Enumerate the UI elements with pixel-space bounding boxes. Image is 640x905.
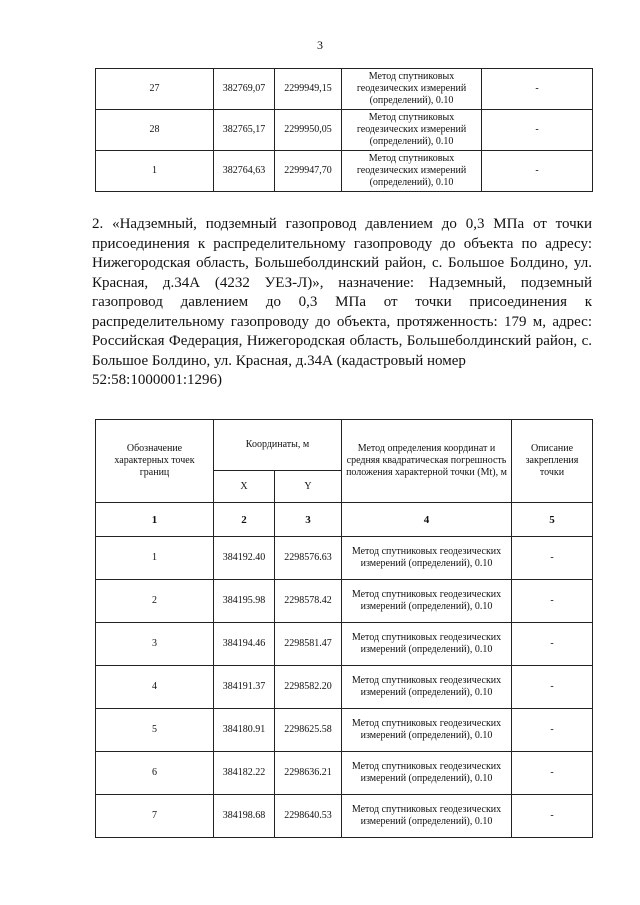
x-cell: 384195.98 xyxy=(214,580,275,623)
paragraph-main-text: 2. «Надземный, подземный газопровод давлением до 0,3 МПа от точки присоединения к распределительному газопроводу до объекта по адресу: Нижегородская область, Большеболдинский район, с. Большое Болдино, ул. Красная, д.34А (4232 УЕЗ-Л)», назначение: Надземный, подземный газопровод давлением до 0,3 МПа от точки присоединения к распределительному газопроводу до объекта, протяженность: 179 м, адрес: Российская Федерация, Нижегородская область, Большеболдинский район, с. Большое Болдино, ул. Красная, д.34А (кадастровый номер xyxy=(92,216,592,369)
column-number: 1 xyxy=(96,503,214,537)
page-number: 3 xyxy=(317,38,323,52)
header-y: Y xyxy=(275,471,342,503)
point-cell: 28 xyxy=(96,110,214,151)
point-cell: 5 xyxy=(96,709,214,752)
point-cell: 27 xyxy=(96,69,214,110)
method-cell: Метод спутниковых геодезических измерений (определений), 0.10 xyxy=(342,151,482,192)
y-cell: 2299947,70 xyxy=(275,151,342,192)
x-cell: 384191.37 xyxy=(214,666,275,709)
y-cell: 2298578.42 xyxy=(275,580,342,623)
header-method: Метод определения координат и средняя квадратическая погрешность положения характерной точки (Mt), м xyxy=(342,420,512,503)
paragraph-last-line: 52:58:1000001:1296) xyxy=(92,372,222,388)
point-cell: 4 xyxy=(96,666,214,709)
point-cell: 1 xyxy=(96,151,214,192)
table-row xyxy=(96,752,593,795)
y-cell: 2298581.47 xyxy=(275,623,342,666)
column-number: 5 xyxy=(512,503,593,537)
y-cell: 2299949,15 xyxy=(275,69,342,110)
fixing-cell: - xyxy=(512,537,593,580)
x-cell: 384180.91 xyxy=(214,709,275,752)
y-cell: 2298582.20 xyxy=(275,666,342,709)
y-cell: 2298576.63 xyxy=(275,537,342,580)
table-header-row xyxy=(96,420,593,471)
x-cell: 382764,63 xyxy=(214,151,275,192)
y-cell: 2298640.53 xyxy=(275,795,342,838)
x-cell: 384194.46 xyxy=(214,623,275,666)
point-cell: 3 xyxy=(96,623,214,666)
table-row xyxy=(96,795,593,838)
method-cell: Метод спутниковых геодезических измерений (определений), 0.10 xyxy=(342,795,512,838)
column-number: 2 xyxy=(214,503,275,537)
column-number: 3 xyxy=(275,503,342,537)
fixing-cell: - xyxy=(512,666,593,709)
method-cell: Метод спутниковых геодезических измерений (определений), 0.10 xyxy=(342,537,512,580)
header-point: Обозначение характерных точек границ xyxy=(96,420,214,503)
table-row xyxy=(96,110,593,151)
fixing-cell: - xyxy=(512,623,593,666)
point-cell: 1 xyxy=(96,537,214,580)
x-cell: 382765,17 xyxy=(214,110,275,151)
fixing-cell: - xyxy=(482,151,593,192)
point-cell: 6 xyxy=(96,752,214,795)
top-coordinates-table xyxy=(95,68,593,192)
method-cell: Метод спутниковых геодезических измерений (определений), 0.10 xyxy=(342,666,512,709)
table-row xyxy=(96,537,593,580)
object-description-paragraph xyxy=(92,215,592,391)
y-cell: 2298636.21 xyxy=(275,752,342,795)
method-cell: Метод спутниковых геодезических измерений (определений), 0.10 xyxy=(342,709,512,752)
table-row xyxy=(96,623,593,666)
table-row xyxy=(96,666,593,709)
fixing-cell: - xyxy=(482,110,593,151)
bottom-coordinates-table xyxy=(95,419,593,838)
table-row xyxy=(96,69,593,110)
x-cell: 384192.40 xyxy=(214,537,275,580)
header-fixing: Описание закрепления точки xyxy=(512,420,593,503)
method-cell: Метод спутниковых геодезических измерений (определений), 0.10 xyxy=(342,110,482,151)
fixing-cell: - xyxy=(512,752,593,795)
table-row xyxy=(96,580,593,623)
fixing-cell: - xyxy=(512,795,593,838)
header-x: X xyxy=(214,471,275,503)
fixing-cell: - xyxy=(482,69,593,110)
x-cell: 382769,07 xyxy=(214,69,275,110)
header-coordinates: Координаты, м xyxy=(214,420,342,471)
method-cell: Метод спутниковых геодезических измерений (определений), 0.10 xyxy=(342,69,482,110)
column-number-row xyxy=(96,503,593,537)
point-cell: 2 xyxy=(96,580,214,623)
fixing-cell: - xyxy=(512,580,593,623)
y-cell: 2298625.58 xyxy=(275,709,342,752)
method-cell: Метод спутниковых геодезических измерений (определений), 0.10 xyxy=(342,752,512,795)
y-cell: 2299950,05 xyxy=(275,110,342,151)
method-cell: Метод спутниковых геодезических измерений (определений), 0.10 xyxy=(342,623,512,666)
fixing-cell: - xyxy=(512,709,593,752)
point-cell: 7 xyxy=(96,795,214,838)
method-cell: Метод спутниковых геодезических измерений (определений), 0.10 xyxy=(342,580,512,623)
x-cell: 384198.68 xyxy=(214,795,275,838)
table-row xyxy=(96,151,593,192)
column-number: 4 xyxy=(342,503,512,537)
table-row xyxy=(96,709,593,752)
x-cell: 384182.22 xyxy=(214,752,275,795)
